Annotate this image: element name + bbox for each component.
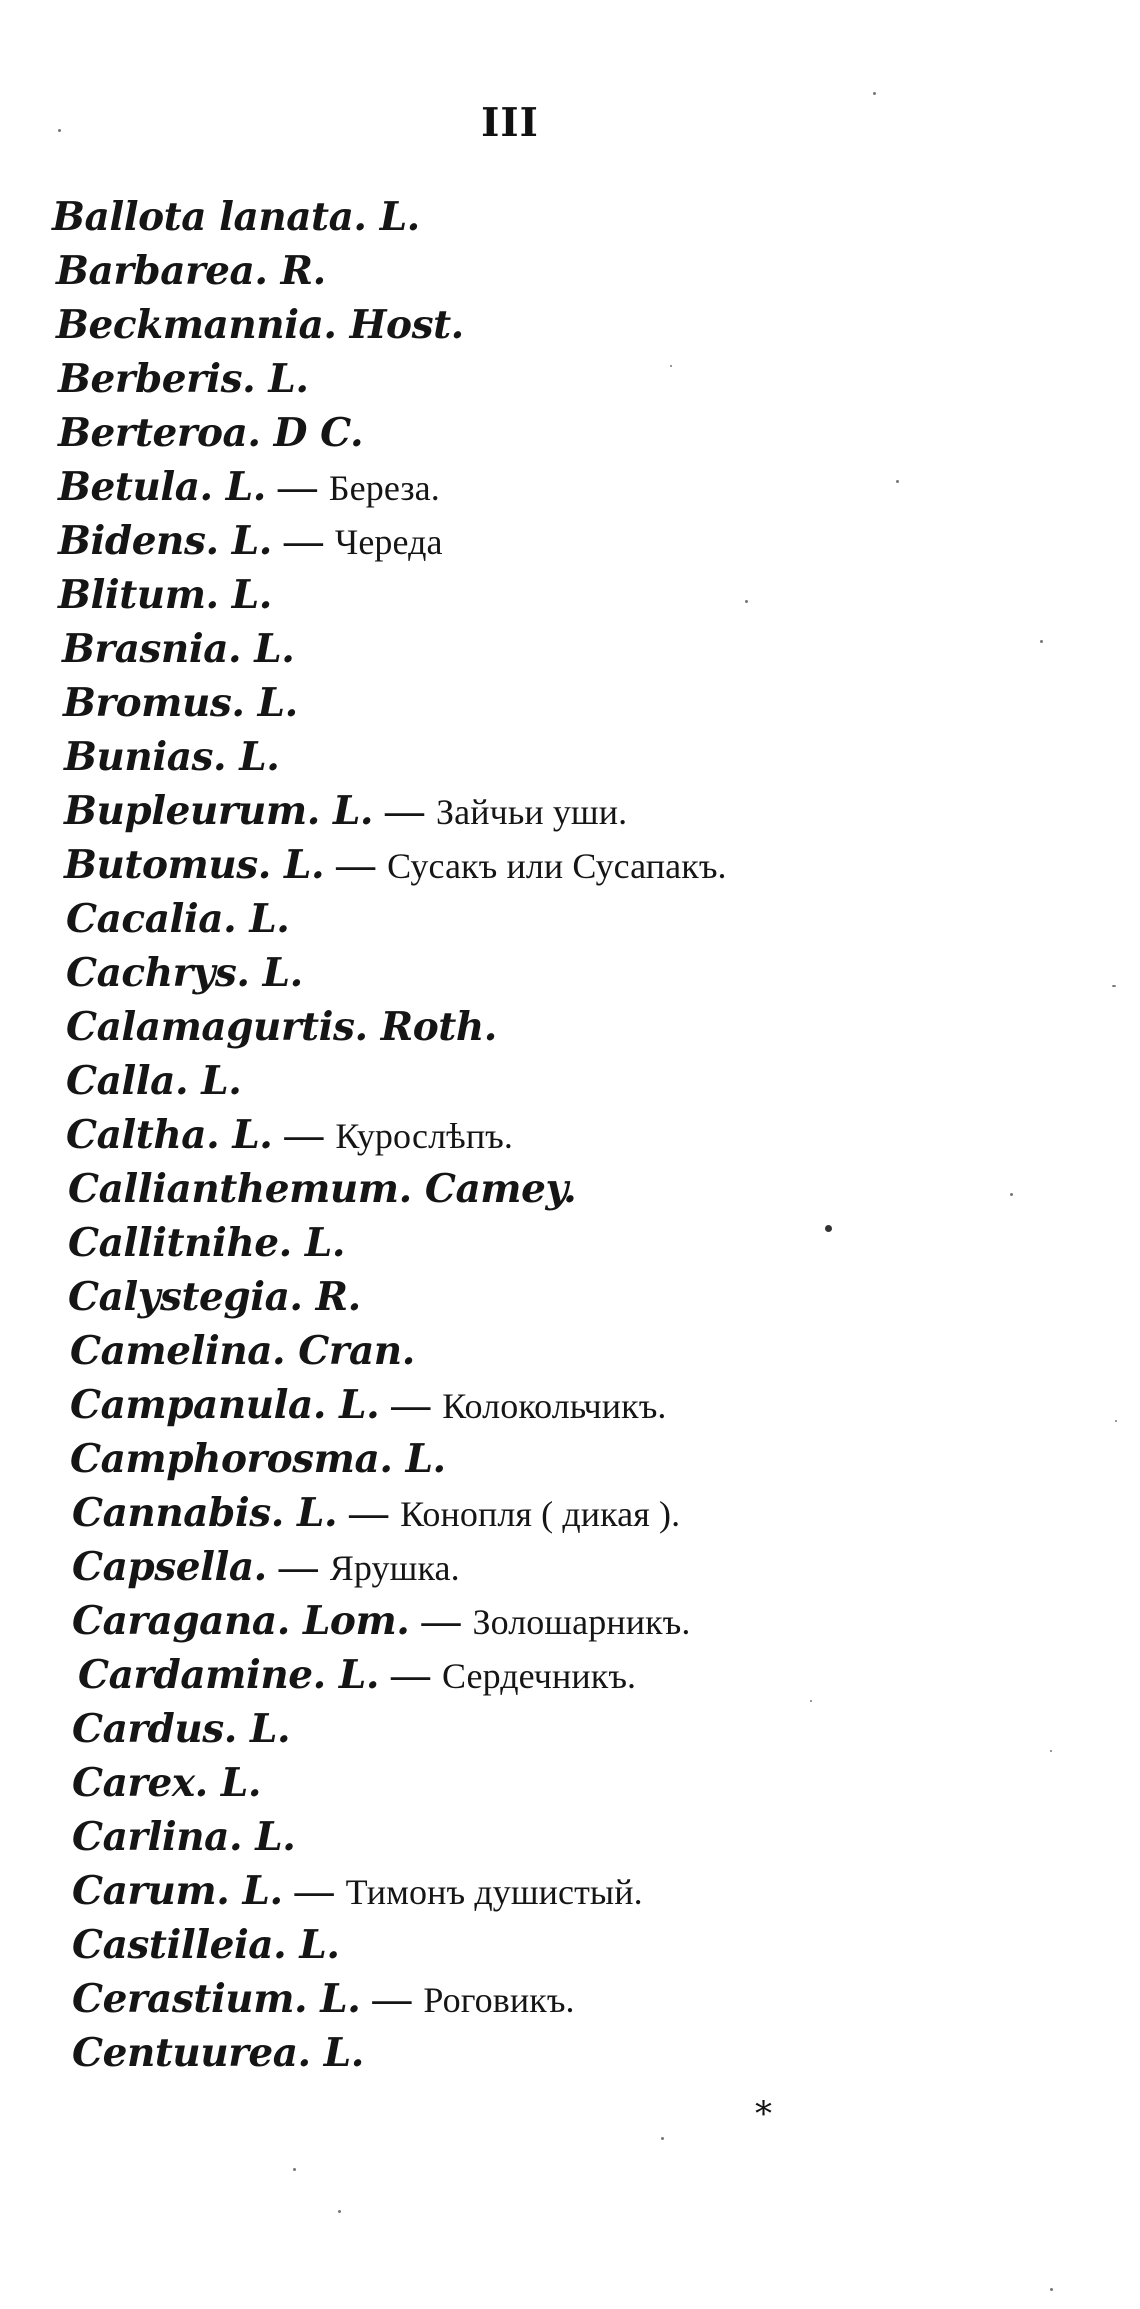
genus-name: Calamagurtis. Roth. bbox=[66, 1004, 497, 1050]
russian-common-name: Череда bbox=[334, 522, 443, 562]
russian-common-name: Колокольчикъ. bbox=[442, 1386, 667, 1426]
genus-name: Butomus. L. bbox=[64, 842, 325, 888]
genus-name: Carlina. L. bbox=[72, 1814, 296, 1860]
list-item bbox=[64, 730, 279, 784]
list-item bbox=[72, 1918, 339, 1972]
list-item bbox=[72, 1594, 691, 1648]
dash-separator: — bbox=[391, 1384, 431, 1427]
genus-name: Bidens. L. bbox=[58, 518, 272, 564]
genus-name: Cerastium. L. bbox=[72, 1976, 361, 2022]
russian-common-name: Конопля ( дикая ). bbox=[400, 1494, 681, 1534]
list-item bbox=[64, 784, 627, 838]
list-item bbox=[78, 1648, 636, 1702]
list-item bbox=[72, 2026, 364, 2080]
russian-common-name: Сердечникъ. bbox=[441, 1656, 637, 1696]
genus-name: Bunias. L. bbox=[64, 734, 280, 780]
list-item bbox=[56, 244, 326, 298]
list-item bbox=[66, 946, 303, 1000]
genus-name: Berteroa. D C. bbox=[58, 410, 364, 456]
list-item bbox=[66, 892, 289, 946]
genus-name: Campanula. L. bbox=[70, 1382, 380, 1428]
list-item bbox=[72, 1702, 290, 1756]
list-item bbox=[66, 1108, 513, 1162]
list-item bbox=[68, 1216, 345, 1270]
genus-name: Berberis. L. bbox=[58, 356, 309, 402]
genus-name: Callitnihe. L. bbox=[68, 1220, 345, 1266]
list-item bbox=[72, 1864, 643, 1918]
genus-name: Cardus. L. bbox=[72, 1706, 291, 1752]
genus-name: Brasnia. L. bbox=[62, 626, 295, 672]
russian-common-name: Береза. bbox=[328, 468, 440, 508]
genus-name: Capsella. bbox=[72, 1544, 267, 1590]
genus-name: Camelina. Cran. bbox=[70, 1328, 415, 1374]
dash-separator: — bbox=[283, 520, 323, 563]
list-item bbox=[56, 298, 464, 352]
list-item bbox=[72, 1486, 680, 1540]
list-item bbox=[72, 1810, 295, 1864]
list-item bbox=[68, 1270, 361, 1324]
genus-name: Caragana. Lom. bbox=[72, 1598, 410, 1644]
genus-name: Camphorosma. L. bbox=[70, 1436, 446, 1482]
genus-name: Calystegia. R. bbox=[68, 1274, 361, 1320]
genus-name: Cachrys. L. bbox=[66, 950, 303, 996]
list-item bbox=[64, 838, 727, 892]
russian-common-name: Ярушка. bbox=[329, 1548, 460, 1588]
dash-separator: — bbox=[385, 790, 425, 833]
list-item bbox=[70, 1378, 667, 1432]
genus-name: Castilleia. L. bbox=[72, 1922, 340, 1968]
russian-common-name: Курослѣпъ. bbox=[335, 1116, 513, 1156]
genus-name: Carex. L. bbox=[72, 1760, 262, 1806]
list-item bbox=[52, 190, 420, 244]
genus-name: Caltha. L. bbox=[66, 1112, 273, 1158]
list-item bbox=[58, 352, 308, 406]
genus-name: Cacalia. L. bbox=[66, 896, 290, 942]
list-item bbox=[72, 1972, 575, 2026]
dash-separator: — bbox=[390, 1654, 430, 1697]
list-item bbox=[66, 1000, 497, 1054]
dash-separator: — bbox=[372, 1978, 412, 2021]
printer-asterisk: * bbox=[755, 2094, 772, 2134]
dash-separator: — bbox=[294, 1870, 334, 1913]
genus-name: Calla. L. bbox=[66, 1058, 242, 1104]
russian-common-name: Зайчьи уши. bbox=[436, 792, 628, 832]
dash-separator: — bbox=[277, 466, 317, 509]
dash-separator: — bbox=[349, 1492, 389, 1535]
list-item bbox=[70, 1324, 415, 1378]
russian-common-name: Роговикъ. bbox=[423, 1980, 575, 2020]
russian-common-name: Сусакъ или Сусапакъ. bbox=[387, 846, 727, 886]
list-item bbox=[63, 676, 298, 730]
genus-name: Barbarea. R. bbox=[56, 248, 326, 294]
genus-name: Betula. L. bbox=[58, 464, 266, 510]
list-item bbox=[58, 460, 440, 514]
dash-separator: — bbox=[336, 844, 376, 887]
dash-separator: — bbox=[421, 1600, 461, 1643]
russian-common-name: Тимонъ душистый. bbox=[345, 1872, 643, 1912]
list-item bbox=[72, 1540, 460, 1594]
genus-name: Bupleurum. L. bbox=[64, 788, 374, 834]
list-item bbox=[58, 568, 272, 622]
genus-name: Callianthemum. Camey. bbox=[68, 1166, 577, 1212]
list-item bbox=[62, 622, 294, 676]
genus-name: Centuurea. L. bbox=[72, 2030, 364, 2076]
list-item bbox=[70, 1432, 446, 1486]
list-item bbox=[58, 514, 443, 568]
genus-name: Carum. L. bbox=[72, 1868, 283, 1914]
genus-name: Beckmannia. Host. bbox=[56, 302, 464, 348]
genus-name: Ballota lanata. L. bbox=[52, 194, 420, 240]
genus-name: Cannabis. L. bbox=[72, 1490, 338, 1536]
genus-name: Blitum. L. bbox=[58, 572, 272, 618]
genus-name: Cardamine. L. bbox=[78, 1652, 379, 1698]
page-number: III bbox=[481, 100, 539, 146]
list-item bbox=[66, 1054, 241, 1108]
list-item bbox=[68, 1162, 576, 1216]
dash-separator: — bbox=[278, 1546, 318, 1589]
dash-separator: — bbox=[284, 1114, 324, 1157]
russian-common-name: Золошарникъ. bbox=[472, 1602, 691, 1642]
list-item bbox=[72, 1756, 261, 1810]
genus-name: Bromus. L. bbox=[63, 680, 298, 726]
list-item bbox=[58, 406, 363, 460]
